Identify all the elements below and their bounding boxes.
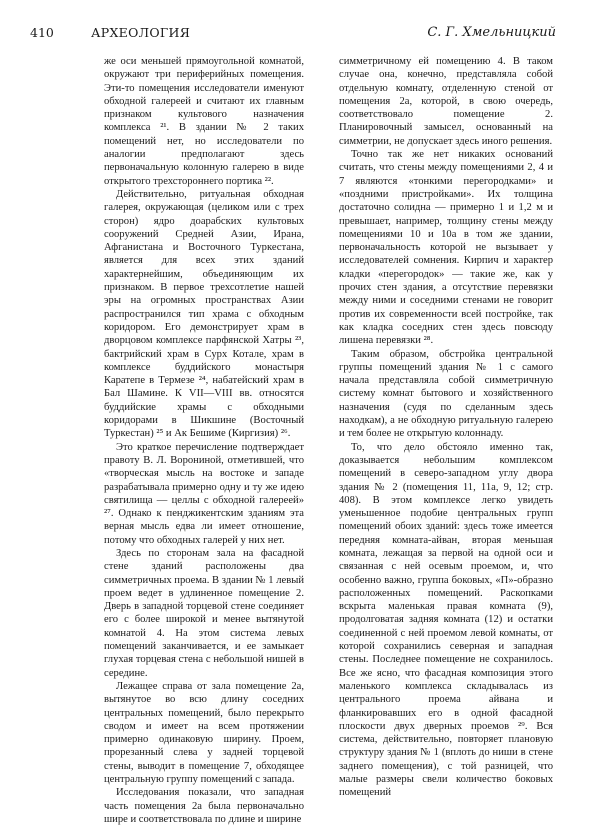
paragraph: Действительно, ритуальная обходная галерея, окружающая (целиком или с трех сторон) ядро доарабских культовых сооружений Средней Азии, Ирана, Афганистана и Восточного Туркестана, является для всех этих зданий характернейшим, объединяющим их признаком. В первое трехсотлетие нашей эры на огромных пространствах Азии распространился тип храма с обходным коридором. Его демонстрирует храм в дворцовом комплексе парфянской Хатры ²³, бактрийский храм в Сурх Котале, храм в комплексе буддийского монастыря Каратепе в Термезе ²⁴, набатейский храм в Бал Шамине. К VII—VIII вв. относятся буддийские храмы с обходными коридорами в Шикшине (Восточный Туркестан) ²⁵ и Ак Бешиме (Киргизия) ²⁶. bbox=[104, 188, 304, 440]
page-number: 410 bbox=[30, 25, 54, 40]
page-header bbox=[0, 25, 600, 45]
author-name: С. Г. Хмельницкий bbox=[427, 25, 556, 40]
paragraph: Таким образом, обстройка центральной группы помещений здания № 1 с самого начала представляла собой симметричную систему комнат бытового и хозяйственного назначения (судя по сделанным здесь находкам), а не обходную ритуальную галерею и тем более не открытую колоннаду. bbox=[339, 348, 553, 440]
paragraph: Здесь по сторонам зала на фасадной стене зданий расположены два симметричных проема. В здании № 1 левый проем ведет в удлиненное помещение 2. Дверь в западной торцевой стене соединяет его с более широкой и менее вытянутой комнатой 4. На этом система левых помещений заканчивается, и ее замыкает глухая торцевая стена с небольшой нишей в середине. bbox=[104, 547, 304, 679]
paragraph: Это краткое перечисление подтверждает правоту В. Л. Ворониной, отметившей, что «творческая мысль на востоке и западе разрабатывала примерно одну и ту же идею святилища — целлы с обходной галереей» ²⁷. Однако к пенджикентским зданиям эта верная мысль едва ли имеет отношение, потому что обходных галерей у них нет. bbox=[104, 441, 304, 546]
right-text-column bbox=[339, 55, 553, 800]
paragraph: симметричному ей помещению 4. В таком случае она, конечно, представляла собой отдельную комнату, отделенную стеной от помещения 2а, которой, в свою очередь, соответствовало помещение 2. Планировочный замысел, основанный на симметрии, не допускает здесь иного решения. bbox=[339, 56, 553, 147]
paragraph: Лежащее справа от зала помещение 2а, вытянутое во всю длину соседних центральных помещений, было перекрыто сводом и имеет на всем протяжении примерно одинаковую ширину. Проем, прорезанный слева у задней торцевой стены, выводит в помещение 7, обходящее центральную группу помещений с запада. bbox=[104, 680, 304, 786]
paragraph: То, что дело обстояло именно так, доказывается небольшим комплексом помещений в северо-западном углу двора здания № 2 (помещения 11, 11а, 9, 12; стр. 408). В этом комплексе легко увидеть уменьшенное подобие центральных групп помещений обоих зданий: здесь тоже имеется передняя комната-айван, вторая меньшая комната, лежащая за первой на одной оси и связанная с ней осевым проемом, и, что особенно важно, группа боковых, «П»-образно расположенных помещений. Раскопками вскрыта маленькая правая комната (9), продолговатая задняя комната (12) и остатки соединенной с ней проемом левой комнаты, от которой сохранились северная и западная стены. Последнее помещение не сохранилось. Все же ясно, что фасадная композиция этого маленького комплекса складывалась из центрального проема айвана и фланкировавших его в одной фасадной плоскости двух дверных проемов ²⁹. Вся система, действительно, повторяет плановую структуру здания № 1 (вплоть до ниши в стене заднего помещения), с той разницей, что малые размеры свели количество боковых помещений bbox=[339, 441, 553, 799]
paragraph: Исследования показали, что западная часть помещения 2а была первоначально шире и соответствовала по длине и ширине bbox=[104, 787, 304, 825]
paragraph: же оси меньшей прямоугольной комнатой, окружают три периферийных помещения. Эти-то помещения исследователи именуют обходной галереей и считают их главным признаком культового назначения комплекса ²¹. В здании № 2 таких помещений нет, но исследователи по аналогии предполагают здесь первоначальную колонную галерею в виде открытого трехстороннего портика ²². bbox=[104, 56, 304, 187]
running-title: АРХЕОЛОГИЯ bbox=[91, 25, 191, 40]
left-text-column bbox=[104, 55, 304, 826]
paragraph: Точно так же нет никаких оснований считать, что стены между помещениями 2, 4 и 7 являются «тонкими перегородками» и «поздними пристройками». Их толщина достаточно солидна — примерно 1 и 1,2 м и превышает, например, толщину стены между помещениями 10 и 10а в том же здании, первоначальность которой не вызывает у исследователей сомнения. Кирпич и характер кладки «перегородок» — такие же, как у прочих стен здания, а отсутствие перевязки между ними и соседними стенами не говорит против их современности всей постройке, так как кладка соседних стен здесь повсюду лишена перевязки ²⁸. bbox=[339, 149, 553, 347]
